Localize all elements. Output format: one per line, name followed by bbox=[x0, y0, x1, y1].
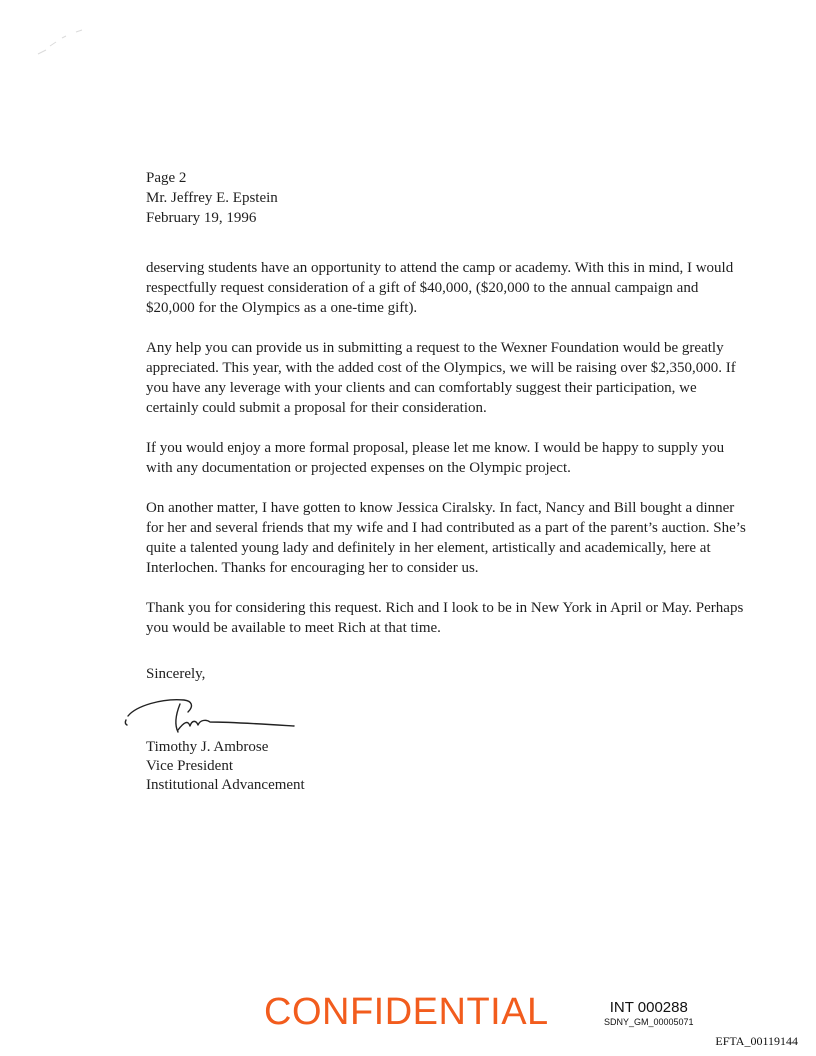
letter-date: February 19, 1996 bbox=[146, 210, 257, 226]
bates-stamp bbox=[604, 1000, 694, 1028]
page-number: Page 2 bbox=[146, 170, 187, 186]
paragraph-2: Any help you can provide us in submitting a request to the Wexner Foundation would be greatly appreciated. This year, with the added cost of the Olympics, we will be raising over $2,350,000. If you have any leverage with your clients and can comfortably suggest their participation, we certainly could submit a proposal for their consideration. bbox=[146, 340, 736, 416]
bates-number-primary: INT 000288 bbox=[609, 999, 688, 1016]
signer-title: Vice President bbox=[146, 758, 233, 774]
paragraph-1: deserving students have an opportunity to attend the camp or academy. With this in mind, I would respectfully request consideration of a gift of $40,000, ($20,000 to the annual campaign and $20,000 for the Olympics as a one-time gift). bbox=[146, 260, 734, 316]
signer-department: Institutional Advancement bbox=[146, 777, 305, 793]
letter-header bbox=[146, 168, 278, 228]
handwritten-signature bbox=[122, 692, 302, 738]
confidential-stamp: CONFIDENTIAL bbox=[264, 991, 549, 1033]
paragraph-5: Thank you for considering this request. Rich and I look to be in New York in April or May. Perhaps you would be available to meet Rich at that time. bbox=[146, 600, 744, 636]
bates-number-secondary: SDNY_GM_00005071 bbox=[604, 1017, 694, 1027]
signer-block bbox=[146, 738, 305, 795]
recipient-name: Mr. Jeffrey E. Epstein bbox=[146, 190, 278, 206]
efta-identifier: EFTA_00119144 bbox=[715, 1034, 798, 1048]
letter-body bbox=[146, 258, 746, 658]
scan-artifact bbox=[36, 28, 106, 58]
paragraph-4: On another matter, I have gotten to know Jessica Ciralsky. In fact, Nancy and Bill bought a dinner for her and several friends that my wife and I had contributed as a part of the parent’s auction. She’s quite a talented young lady and definitely in her element, artistically and academically, here at Interlochen. Thanks for encouraging her to consider us. bbox=[146, 500, 746, 576]
paragraph-3: If you would enjoy a more formal proposal, please let me know. I would be happy to supply you with any documentation or projected expenses on the Olympic project. bbox=[146, 440, 725, 476]
signer-name: Timothy J. Ambrose bbox=[146, 739, 269, 755]
closing-salutation: Sincerely, bbox=[146, 666, 206, 682]
